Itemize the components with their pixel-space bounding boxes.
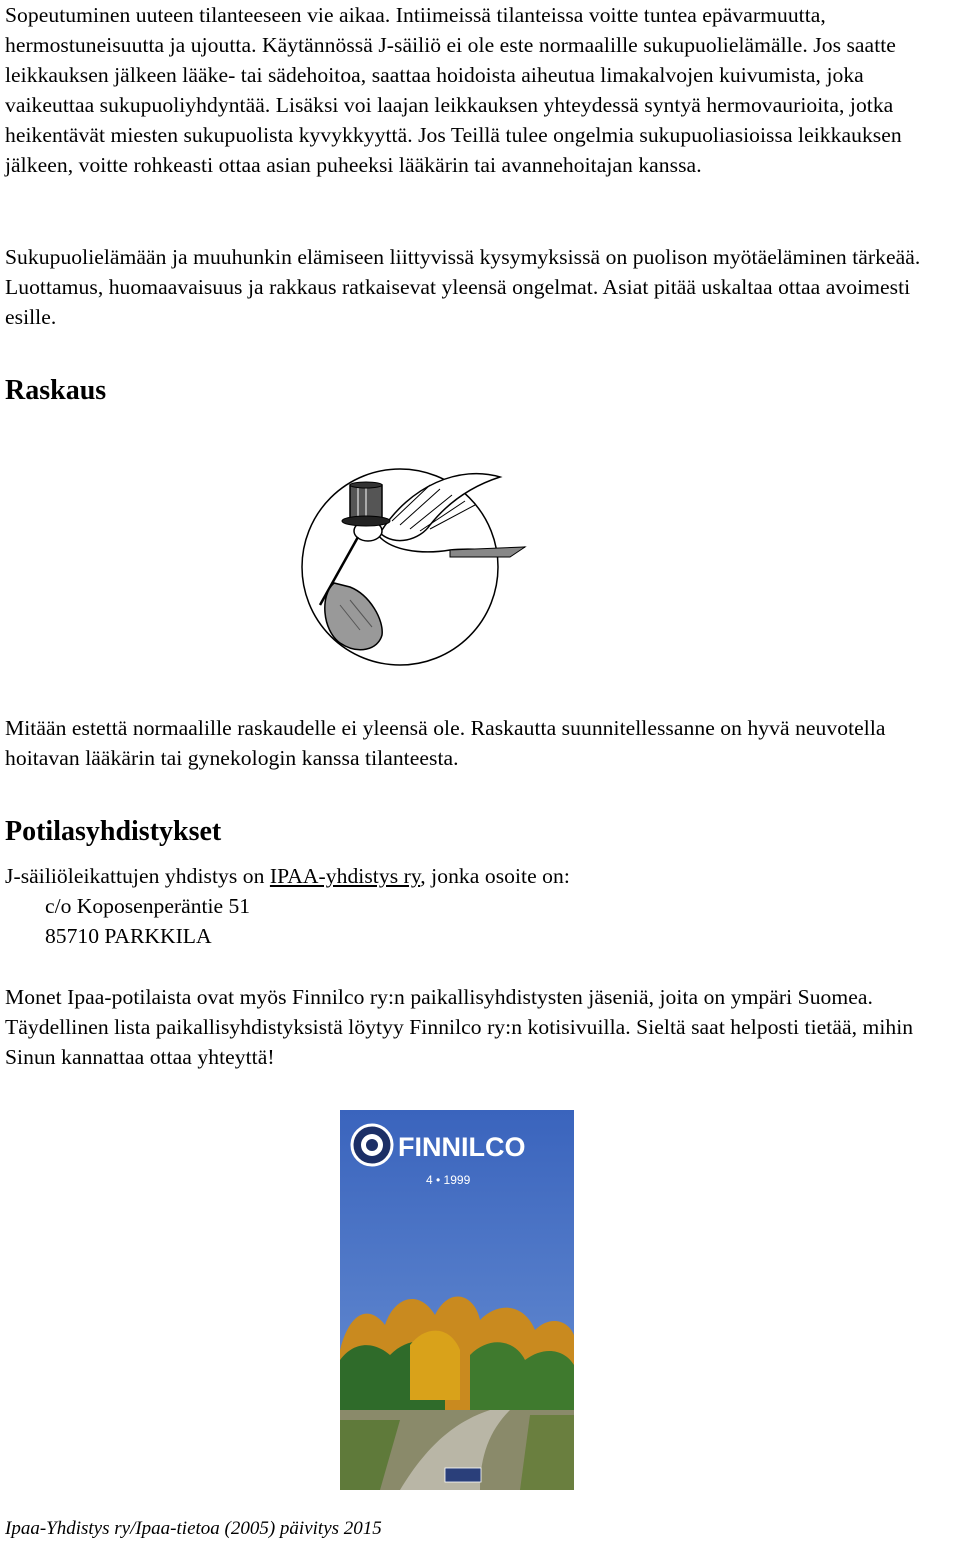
association-address-intro: J-säiliöleikattujen yhdistys on IPAA-yhdistys ry, jonka osoite on: [5,864,570,888]
associations-heading: Potilasyhdistykset [5,816,222,847]
pregnancy-heading: Raskaus [5,375,107,406]
stork-illustration [300,455,540,675]
intro-paragraph-1: Sopeutuminen uuteen tilanteeseen vie aikaa. Intiimeissä tilanteissa voitte tuntea epävarmuutta, hermostuneisuutta ja ujoutta. Käytännössä J-säiliö ei ole este normaalille sukupuolielämälle. Jos saatte leikkauksen jälkeen lääke- tai sädehoitoa, saattaa hoidoista aiheutua limakalvojen kuivumista, joka vaikeuttaa sukupuoliyhdyntää. Lisäksi voi laajan leikkauksen yhteydessä syntyä hermovaurioita, jotka heikentävät miesten sukupuolista kyvykkyyttä. Jos Teillä tulee ongelmia sukupuoliasioissa leikkauksen jälkeen, voitte rohkeasti ottaa asian puheeksi lääkärin tai avannehoitajan kanssa. [5,3,902,177]
address-line-2: 85710 PARKKILA [45,924,212,948]
pregnancy-paragraph: Mitään estettä normaalille raskaudelle ei yleensä ole. Raskautta suunnitellessanne on hyvä neuvotella hoitavan lääkärin tai gynekologin kanssa tilanteesta. [5,716,886,770]
magazine-issue: 4 • 1999 [426,1173,471,1187]
magazine-title: FINNILCO [398,1132,526,1162]
finnilco-magazine-cover [340,1110,574,1490]
ipaa-association-link[interactable]: IPAA-yhdistys ry [269,864,421,888]
intro-paragraph-2: Sukupuolielämään ja muuhunkin elämiseen liittyvissä kysymyksissä on puolison myötäeläminen tärkeää. Luottamus, huomaavaisuus ja rakkaus ratkaisevat yleensä ongelmat. Asiat pitää uskaltaa ottaa avoimesti esille. [5,245,921,329]
associations-paragraph: Monet Ipaa-potilaista ovat myös Finnilco ry:n paikallisyhdistysten jäseniä, joita on ympäri Suomea. Täydellinen lista paikallisyhdistyksistä löytyy Finnilco ry:n kotisivuilla. Sieltä saat helposti tietää, mihin Sinun kannattaa ottaa yhteyttä! [5,985,914,1069]
address-line-1: c/o Koposenperäntie 51 [45,894,251,918]
document-footer: Ipaa-Yhdistys ry/Ipaa-tietoa (2005) päivitys 2015 [5,1518,382,1539]
